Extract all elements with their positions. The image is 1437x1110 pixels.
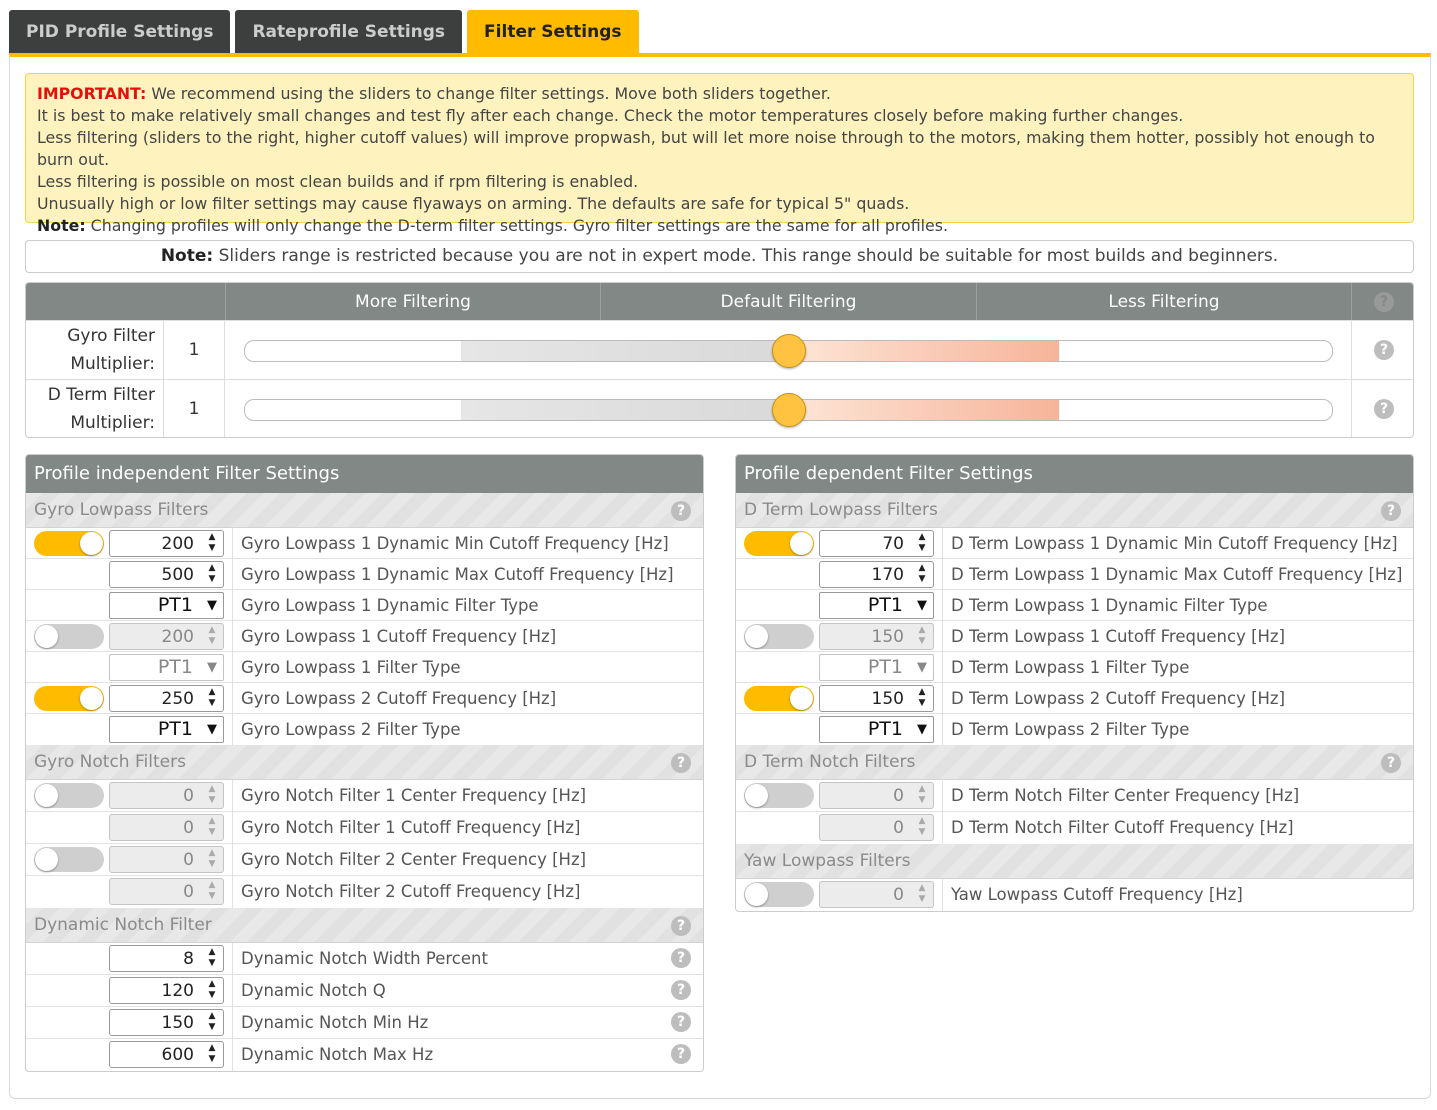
warning-line-2: It is best to make relatively small changes and test fly after each change. Check the motor temperatures closely before making further changes. bbox=[37, 106, 1184, 125]
dyn-notch-width-input[interactable]: 8 ▲ ▼ bbox=[109, 945, 224, 972]
gyro-multiplier-row bbox=[26, 320, 1413, 379]
warning-line-5: Unusually high or low filter settings may cause flyaways on arming. The defaults are safe for typical 5" quads. bbox=[37, 194, 910, 213]
dterm-lp2-cutoff-input[interactable]: 150 ▲ ▼ bbox=[819, 685, 934, 712]
yaw-lowpass-row: 0 ▲ ▼ Yaw Lowpass Cutoff Frequency [Hz] bbox=[736, 879, 1413, 911]
gyro-lp2-type-row: PT1 ▼ Gyro Lowpass 2 Filter Type bbox=[26, 714, 703, 745]
help-icon[interactable]: ? bbox=[1381, 753, 1401, 773]
gyro-notch2-cutoff-input[interactable]: 0 ▲ ▼ bbox=[109, 878, 224, 905]
tab-bar bbox=[9, 10, 639, 56]
gyro-notch1-cutoff-input[interactable]: 0 ▲ ▼ bbox=[109, 814, 224, 841]
gyro-lp1-type-row: PT1 ▼ Gyro Lowpass 1 Filter Type bbox=[26, 652, 703, 683]
panel-title: Profile independent Filter Settings bbox=[26, 455, 703, 493]
dyn-notch-max-row: 600 ▲ ▼ Dynamic Notch Max Hz ? bbox=[26, 1039, 703, 1071]
help-icon[interactable]: ? bbox=[671, 1044, 691, 1064]
dyn-notch-min-input[interactable]: 150 ▲ ▼ bbox=[109, 1009, 224, 1036]
gyro-lp2-cutoff-row: 250 ▲ ▼ Gyro Lowpass 2 Cutoff Frequency [Hz] bbox=[26, 683, 703, 714]
dyn-notch-max-input[interactable]: 600 ▲ ▼ bbox=[109, 1041, 224, 1068]
gyro-multiplier-value: 1 bbox=[164, 321, 225, 379]
dyn-notch-q-input[interactable]: 120 ▲ ▼ bbox=[109, 977, 224, 1004]
gyro-lp1-cutoff-input[interactable]: 200 ▲ ▼ bbox=[109, 623, 224, 650]
gyro-notch2-center-input[interactable]: 0 ▲ ▼ bbox=[109, 846, 224, 873]
note-label: Note: bbox=[37, 216, 86, 235]
gyro-notch1-center-input[interactable]: 0 ▲ ▼ bbox=[109, 782, 224, 809]
warning-box bbox=[25, 73, 1414, 235]
gyro-lp1-dyn-max-input[interactable]: 500 ▲ ▼ bbox=[109, 561, 224, 588]
dterm-lp1-dyn-min-input[interactable]: 70 ▲ ▼ bbox=[819, 530, 934, 557]
gyro-multiplier-label: Gyro Filter Multiplier: bbox=[26, 321, 164, 379]
more-filtering-label: More Filtering bbox=[225, 283, 600, 320]
dterm-lp1-dyn-type-select[interactable]: PT1 ▼ bbox=[819, 592, 934, 619]
less-filtering-label: Less Filtering bbox=[976, 283, 1351, 320]
profile-independent-panel bbox=[25, 454, 704, 1072]
dyn-notch-width-row: 8 ▲ ▼ Dynamic Notch Width Percent ? bbox=[26, 943, 703, 975]
important-label: IMPORTANT: bbox=[37, 84, 147, 103]
panel-title: Profile dependent Filter Settings bbox=[736, 455, 1413, 493]
dterm-multiplier-row bbox=[26, 379, 1413, 438]
gyro-lp1-dyn-type-row: PT1 ▼ Gyro Lowpass 1 Dynamic Filter Type bbox=[26, 590, 703, 621]
gyro-lp2-cutoff-input[interactable]: 250 ▲ ▼ bbox=[109, 685, 224, 712]
help-icon[interactable]: ? bbox=[1381, 501, 1401, 521]
gyro-lp1-toggle[interactable] bbox=[34, 624, 104, 649]
gyro-lp1-dyn-min-input[interactable]: 200 ▲ ▼ bbox=[109, 530, 224, 557]
help-icon[interactable]: ? bbox=[671, 501, 691, 521]
gyro-notch2-toggle[interactable] bbox=[34, 847, 104, 872]
dterm-lp2-type-row: PT1 ▼ D Term Lowpass 2 Filter Type bbox=[736, 714, 1413, 745]
help-icon[interactable]: ? bbox=[1374, 399, 1394, 419]
dterm-notch-center-row: 0 ▲ ▼ D Term Notch Filter Center Frequency [Hz] bbox=[736, 780, 1413, 812]
yaw-lowpass-header: Yaw Lowpass Filters bbox=[736, 844, 1413, 879]
dterm-notch-center-input[interactable]: 0 ▲ ▼ bbox=[819, 782, 934, 809]
gyro-lp1-dyn-toggle[interactable] bbox=[34, 531, 104, 556]
dterm-lp2-type-select[interactable]: PT1 ▼ bbox=[819, 716, 934, 743]
gyro-notch1-center-row: 0 ▲ ▼ Gyro Notch Filter 1 Center Frequency [Hz] bbox=[26, 780, 703, 812]
tab-rateprofile[interactable]: Rateprofile Settings bbox=[235, 10, 462, 54]
filter-slider-panel bbox=[25, 282, 1414, 438]
gyro-notch-header: Gyro Notch Filters ? bbox=[26, 745, 703, 780]
dterm-lp1-toggle[interactable] bbox=[744, 624, 814, 649]
default-filtering-label: Default Filtering bbox=[600, 283, 976, 320]
profile-dependent-panel bbox=[735, 454, 1414, 912]
dterm-notch-cutoff-input[interactable]: 0 ▲ ▼ bbox=[819, 814, 934, 841]
help-icon[interactable]: ? bbox=[671, 948, 691, 968]
gyro-lp1-cutoff-row: 200 ▲ ▼ Gyro Lowpass 1 Cutoff Frequency [Hz] bbox=[26, 621, 703, 652]
dterm-lp1-type-row: PT1 ▼ D Term Lowpass 1 Filter Type bbox=[736, 652, 1413, 683]
dterm-lp1-cutoff-row: 150 ▲ ▼ D Term Lowpass 1 Cutoff Frequency [Hz] bbox=[736, 621, 1413, 652]
dyn-notch-min-row: 150 ▲ ▼ Dynamic Notch Min Hz ? bbox=[26, 1007, 703, 1039]
tab-filter-settings[interactable]: Filter Settings bbox=[467, 10, 638, 54]
dterm-lowpass-header: D Term Lowpass Filters ? bbox=[736, 493, 1413, 528]
warning-line-4: Less filtering is possible on most clean builds and if rpm filtering is enabled. bbox=[37, 172, 639, 191]
dterm-slider-handle[interactable] bbox=[772, 393, 806, 427]
warning-line-6: Note: Changing profiles will only change the D-term filter settings. Gyro filter settings are the same for all profiles. bbox=[37, 216, 949, 235]
gyro-lowpass-header: Gyro Lowpass Filters ? bbox=[26, 493, 703, 528]
dterm-lp1-dyn-min-row: 70 ▲ ▼ D Term Lowpass 1 Dynamic Min Cutoff Frequency [Hz] bbox=[736, 528, 1413, 559]
dterm-notch-toggle[interactable] bbox=[744, 783, 814, 808]
dterm-notch-header: D Term Notch Filters ? bbox=[736, 745, 1413, 780]
help-icon[interactable]: ? bbox=[1374, 292, 1394, 312]
dterm-lp2-cutoff-row: 150 ▲ ▼ D Term Lowpass 2 Cutoff Frequency [Hz] bbox=[736, 683, 1413, 714]
dterm-lp1-type-select[interactable]: PT1 ▼ bbox=[819, 654, 934, 681]
gyro-lp2-type-select[interactable]: PT1 ▼ bbox=[109, 716, 224, 743]
tab-pid-profile[interactable]: PID Profile Settings bbox=[9, 10, 230, 54]
dyn-notch-q-row: 120 ▲ ▼ Dynamic Notch Q ? bbox=[26, 975, 703, 1007]
help-icon[interactable]: ? bbox=[671, 1012, 691, 1032]
gyro-notch2-cutoff-row: 0 ▲ ▼ Gyro Notch Filter 2 Cutoff Frequency [Hz] bbox=[26, 876, 703, 908]
gyro-notch1-toggle[interactable] bbox=[34, 783, 104, 808]
warning-line-1: IMPORTANT: We recommend using the sliders to change filter settings. Move both sliders together. bbox=[37, 84, 831, 103]
slider-header bbox=[26, 283, 1413, 320]
gyro-lp1-dyn-min-row: 200 ▲ ▼ Gyro Lowpass 1 Dynamic Min Cutoff Frequency [Hz] bbox=[26, 528, 703, 559]
dterm-lp1-cutoff-input[interactable]: 150 ▲ ▼ bbox=[819, 623, 934, 650]
yaw-lowpass-toggle[interactable] bbox=[744, 882, 814, 907]
dterm-lp1-dyn-toggle[interactable] bbox=[744, 531, 814, 556]
dterm-notch-cutoff-row: 0 ▲ ▼ D Term Notch Filter Cutoff Frequency [Hz] bbox=[736, 812, 1413, 844]
gyro-lp2-toggle[interactable] bbox=[34, 686, 104, 711]
yaw-lowpass-cutoff-input[interactable]: 0 ▲ ▼ bbox=[819, 881, 934, 908]
warning-line-3: Less filtering (sliders to the right, higher cutoff values) will improve propwash, but will let more noise through to the motors, making them hotter, possibly hot enough to burn out. bbox=[37, 128, 1375, 169]
expert-mode-note: Note: Sliders range is restricted because you are not in expert mode. This range should be suitable for most builds and beginners. bbox=[25, 240, 1414, 273]
gyro-notch2-center-row: 0 ▲ ▼ Gyro Notch Filter 2 Center Frequency [Hz] bbox=[26, 844, 703, 876]
help-icon[interactable]: ? bbox=[671, 916, 691, 936]
gyro-lp1-dyn-max-row: 500 ▲ ▼ Gyro Lowpass 1 Dynamic Max Cutoff Frequency [Hz] bbox=[26, 559, 703, 590]
gyro-lp1-dyn-type-select[interactable]: PT1 ▼ bbox=[109, 592, 224, 619]
help-icon[interactable]: ? bbox=[1374, 340, 1394, 360]
dterm-lp2-toggle[interactable] bbox=[744, 686, 814, 711]
dterm-multiplier-value: 1 bbox=[164, 380, 225, 438]
dterm-lp1-dyn-max-row: 170 ▲ ▼ D Term Lowpass 1 Dynamic Max Cutoff Frequency [Hz] bbox=[736, 559, 1413, 590]
gyro-lp1-type-select[interactable]: PT1 ▼ bbox=[109, 654, 224, 681]
help-icon[interactable]: ? bbox=[671, 753, 691, 773]
gyro-notch1-cutoff-row: 0 ▲ ▼ Gyro Notch Filter 1 Cutoff Frequency [Hz] bbox=[26, 812, 703, 844]
dterm-lp1-dyn-max-input[interactable]: 170 ▲ ▼ bbox=[819, 561, 934, 588]
gyro-slider-handle[interactable] bbox=[772, 334, 806, 368]
help-icon[interactable]: ? bbox=[671, 980, 691, 1000]
dterm-lp1-dyn-type-row: PT1 ▼ D Term Lowpass 1 Dynamic Filter Type bbox=[736, 590, 1413, 621]
dynamic-notch-header: Dynamic Notch Filter ? bbox=[26, 908, 703, 943]
dterm-multiplier-label: D Term Filter Multiplier: bbox=[26, 380, 164, 438]
